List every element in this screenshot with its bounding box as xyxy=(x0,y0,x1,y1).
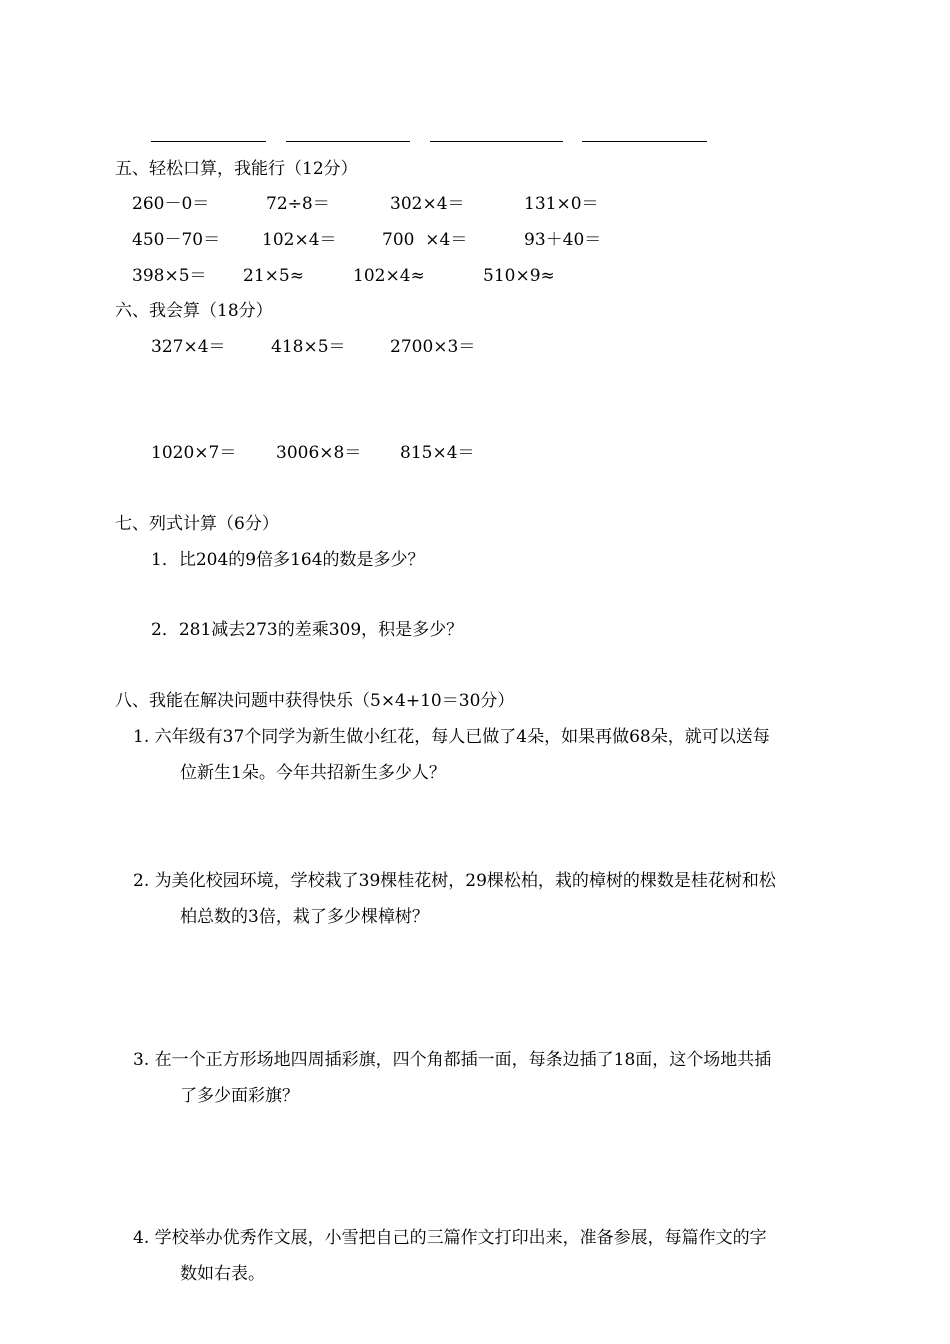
question: 2. 为美化校园环境，学校栽了39棵桂花树，29棵松柏，栽的樟树的棵数是桂花树和松 xyxy=(133,871,776,891)
oral-problem: 398×5＝ xyxy=(132,266,207,286)
oral-problem: 21×5≈ xyxy=(243,266,304,286)
question-continuation: 柏总数的3倍，栽了多少棵樟树？ xyxy=(180,907,429,927)
calc-problem: 2700×3＝ xyxy=(390,337,476,357)
oral-problem: 302×4＝ xyxy=(390,194,465,214)
question-continuation: 数如右表。 xyxy=(180,1264,265,1284)
calc-problem: 1020×7＝ xyxy=(151,443,237,463)
section-title: 六、我会算（18分） xyxy=(115,301,273,321)
answer-blank[interactable] xyxy=(286,141,410,142)
section-title: 八、我能在解决问题中获得快乐（5×4+10＝30分） xyxy=(115,691,515,711)
answer-blank[interactable] xyxy=(430,141,563,142)
calc-problem: 418×5＝ xyxy=(271,337,346,357)
question-continuation: 位新生1朵。今年共招新生多少人？ xyxy=(180,763,446,783)
oral-problem: 510×9≈ xyxy=(483,266,555,286)
section-title: 七、列式计算（6分） xyxy=(115,514,279,534)
question: 3. 在一个正方形场地四周插彩旗，四个角都插一面，每条边插了18面，这个场地共插 xyxy=(133,1050,772,1070)
oral-problem: 131×0＝ xyxy=(524,194,599,214)
calc-problem: 815×4＝ xyxy=(400,443,475,463)
question: 2．281减去273的差乘309，积是多少？ xyxy=(151,620,464,640)
oral-problem: 700 ×4＝ xyxy=(382,230,468,250)
oral-problem: 260－0＝ xyxy=(132,194,210,214)
oral-problem: 102×4≈ xyxy=(353,266,425,286)
question: 1．比204的9倍多164的数是多少？ xyxy=(151,550,425,570)
question: 1. 六年级有37个同学为新生做小红花，每人已做了4朵，如果再做68朵，就可以送每 xyxy=(133,727,770,747)
oral-problem: 102×4＝ xyxy=(262,230,337,250)
section-title: 五、轻松口算，我能行（12分） xyxy=(115,159,358,179)
oral-problem: 93＋40＝ xyxy=(524,230,602,250)
answer-blank[interactable] xyxy=(151,141,266,142)
calc-problem: 327×4＝ xyxy=(151,337,226,357)
oral-problem: 450－70＝ xyxy=(132,230,221,250)
question-continuation: 了多少面彩旗？ xyxy=(180,1086,299,1106)
answer-blank[interactable] xyxy=(582,141,707,142)
calc-problem: 3006×8＝ xyxy=(276,443,362,463)
question: 4. 学校举办优秀作文展，小雪把自己的三篇作文打印出来，准备参展，每篇作文的字 xyxy=(133,1228,767,1248)
oral-problem: 72÷8＝ xyxy=(266,194,330,214)
